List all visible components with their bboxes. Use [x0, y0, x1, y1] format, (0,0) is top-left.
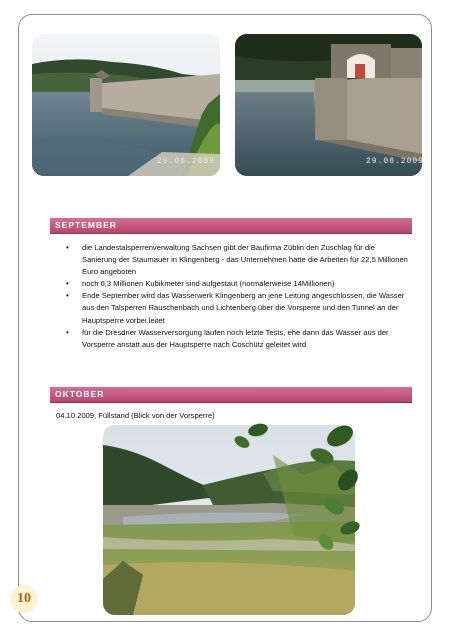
photo-caption: 04.10.2009, Füllstand (Blick von der Vorsperre)	[56, 411, 215, 420]
september-list	[66, 242, 410, 351]
section-heading-oktober	[50, 387, 412, 403]
list-item: • noch 6,3 Millionen Kubikmeter sind aufgestaut (normalerweise 14Millionen)	[66, 278, 410, 290]
photo-dam-wall-left	[32, 34, 220, 176]
list-item: • die Landestalsperrenverwaltung Sachsen gibt der Baufirma Züblin den Zuschlag für die Sanierung der Staumauer in Klingenberg - das Unternehmen hatte die Arbeiten für 22,5 Millionen Euro angeboten	[66, 242, 410, 278]
section-title: OKTOBER	[55, 389, 105, 399]
photo-dam-wall-right	[235, 34, 425, 176]
page-number: 10	[10, 585, 38, 613]
photo-date-left: 29.08.2009	[157, 157, 216, 166]
photo-reservoir-valley	[103, 425, 355, 615]
section-heading-september	[50, 218, 412, 234]
list-item: • Ende September wird das Wasserwerk Klingenberg an jene Leitung angeschlossen, die Wasser aus den Talsperren Rauschenbach und Lichtenberg über die Vorsperre und den Tunnel an der Hauptsperre vorbei leitet	[66, 290, 410, 326]
section-title: SEPTEMBER	[55, 220, 117, 230]
list-item: • für die Dresdner Wasserversorgung laufen noch letzte Tests, ehe dann das Wasser aus der Vorsperre anstatt aus der Hauptsperre nach Coschütz geleitet wird	[66, 327, 410, 351]
photo-date-right: 29.08.2009	[366, 157, 425, 166]
